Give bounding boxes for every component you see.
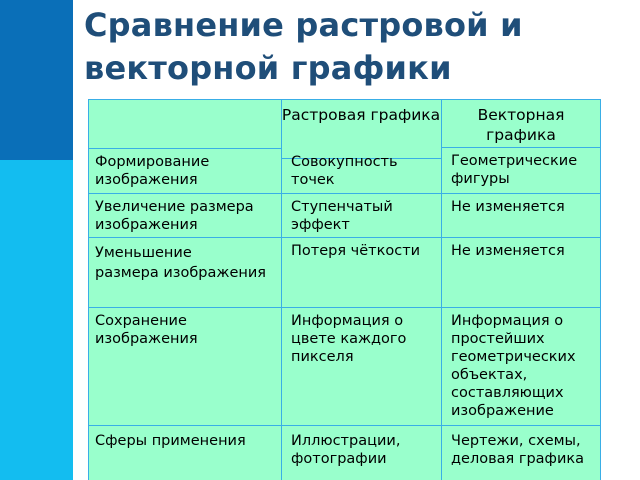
table-border <box>88 148 281 149</box>
table-border <box>88 193 281 194</box>
decor-bar-dark <box>0 0 73 160</box>
table-border <box>441 147 601 148</box>
table-border <box>281 193 441 194</box>
table-border <box>281 425 441 426</box>
table-border <box>88 425 281 426</box>
row-vector: Чертежи, схемы, деловая графика <box>451 433 585 467</box>
row-feature: Увеличение размера изображения <box>95 199 254 233</box>
row-vector: Информация о простейших геометрических объектах, составляющих изображение <box>451 313 576 419</box>
slide-title: Сравнение растровой и векторной графики <box>84 6 523 87</box>
row-feature: Уменьшение размера изображения <box>95 245 267 281</box>
table-border <box>441 193 601 194</box>
row-raster: Ступенчатый эффект <box>291 199 393 233</box>
table-border <box>281 237 441 238</box>
comparison-table <box>88 99 601 480</box>
table-border-top <box>88 99 601 100</box>
table-border <box>441 425 601 426</box>
table-border <box>441 237 601 238</box>
row-vector: Геометрические фигуры <box>451 153 578 187</box>
row-raster: Потеря чёткости <box>291 243 421 259</box>
table-border <box>88 307 281 308</box>
header-raster: Растровая графика <box>281 106 441 124</box>
table-border-left <box>88 99 89 480</box>
row-feature: Сферы применения <box>95 433 246 449</box>
row-feature: Формирование изображения <box>95 154 210 188</box>
row-feature: Сохранение изображения <box>95 313 198 347</box>
row-raster: Совокупность точек <box>291 154 398 188</box>
table-border <box>281 99 282 480</box>
row-raster: Иллюстрации, фотографии <box>291 433 401 467</box>
decor-bar-light <box>0 160 73 480</box>
row-vector: Не изменяется <box>451 243 565 259</box>
row-raster: Информация о цвете каждого пикселя <box>291 313 407 365</box>
table-border <box>441 99 442 480</box>
table-border <box>441 307 601 308</box>
row-vector: Не изменяется <box>451 199 565 215</box>
table-border <box>88 237 281 238</box>
table-border <box>281 307 441 308</box>
header-vector: Векторная графика <box>477 106 565 144</box>
